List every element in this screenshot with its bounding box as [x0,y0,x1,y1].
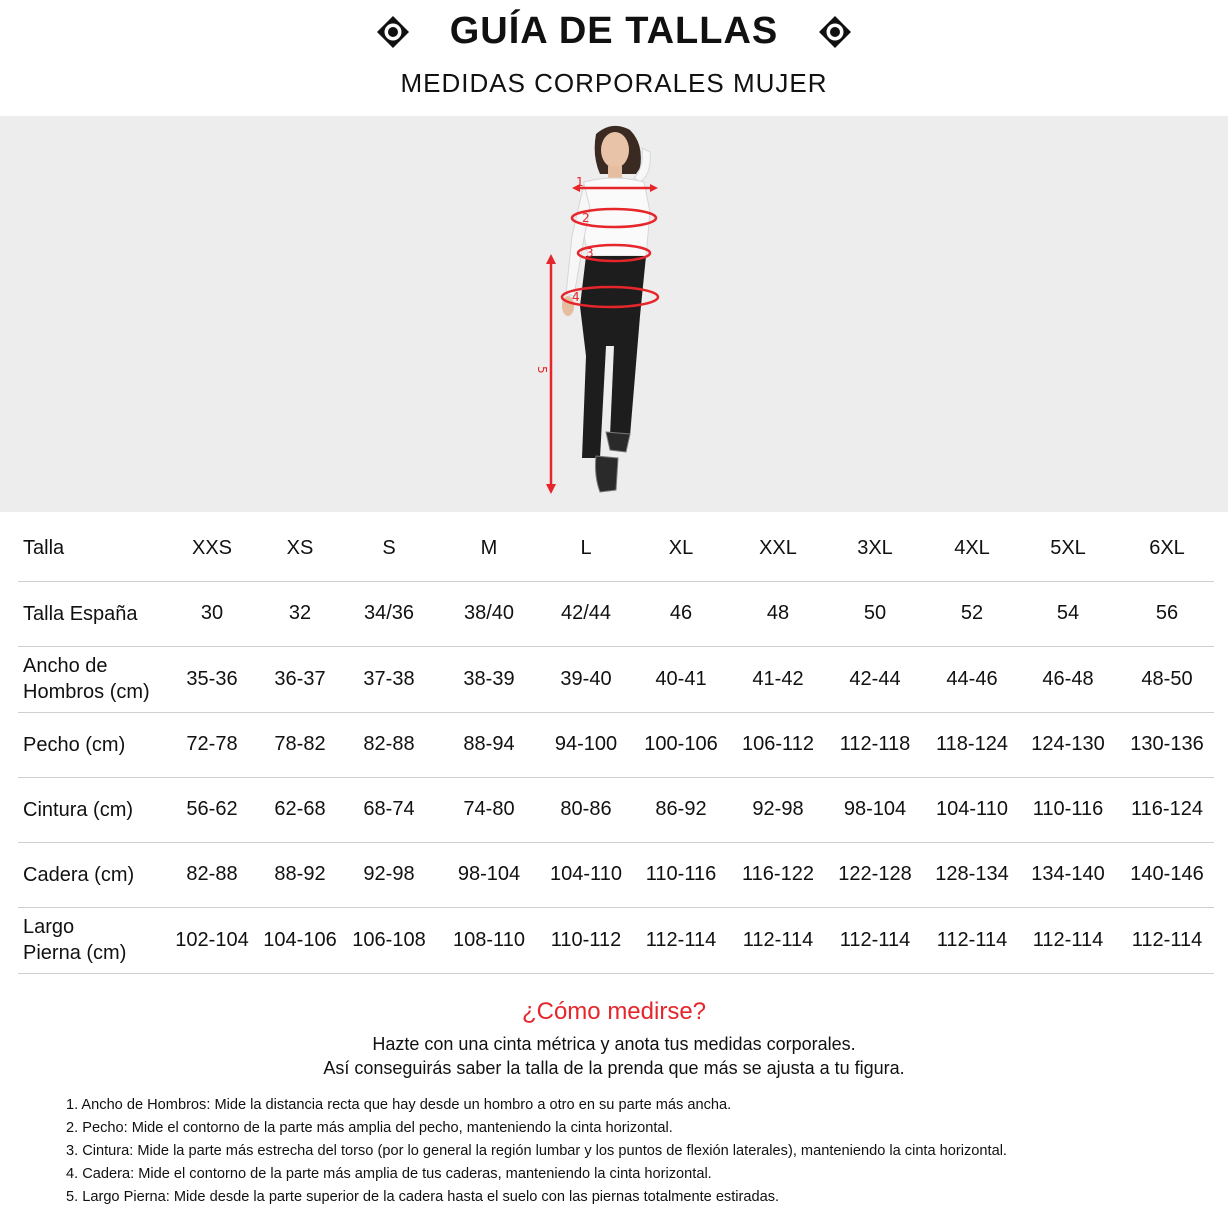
table-cell: 104-106 [256,907,344,973]
table-cell: 48-50 [1120,646,1214,712]
size-table [18,516,1214,974]
table-cell: 110-116 [628,842,734,907]
size-header-cell: XXL [734,516,822,581]
table-cell: 112-114 [1120,907,1214,973]
woman-figure-illustration [0,116,1228,512]
table-cell: 78-82 [256,712,344,777]
page-subtitle: MEDIDAS CORPORALES MUJER [400,68,828,98]
size-header-cell: XS [256,516,344,581]
table-cell: 112-114 [734,907,822,973]
step-shoulders: 1. Ancho de Hombros: Mide la distancia recta que hay desde un hombro a otro en su parte más ancha. [66,1097,732,1113]
table-cell: 106-112 [734,712,822,777]
table-cell: 42-44 [822,646,928,712]
table-row [18,646,1214,712]
table-cell: 46-48 [1016,646,1120,712]
table-cell: 108-110 [434,907,544,973]
table-cell: 46 [628,581,734,646]
table-cell: 48 [734,581,822,646]
row-label-line: Ancho de [23,655,108,677]
row-label-line: Cintura (cm) [23,798,134,821]
table-cell: 82-88 [168,842,256,907]
row-label-line: Hombros (cm) [23,681,150,703]
table-cell: 36-37 [256,646,344,712]
table-cell: 104-110 [544,842,628,907]
table-row [18,907,1214,973]
table-cell: 32 [256,581,344,646]
how-to-title: ¿Cómo medirse? [521,998,707,1025]
table-cell: 122-128 [822,842,928,907]
table-cell: 104-110 [928,777,1016,842]
table-cell: 40-41 [628,646,734,712]
table-cell: 42/44 [544,581,628,646]
page-header [0,0,1228,116]
table-cell: 98-104 [434,842,544,907]
marker-5: 5 [535,366,549,374]
table-cell: 44-46 [928,646,1016,712]
table-cell: 112-114 [1016,907,1120,973]
table-cell: 98-104 [822,777,928,842]
size-header-cell: S [344,516,434,581]
table-cell: 74-80 [434,777,544,842]
table-cell: 62-68 [256,777,344,842]
table-cell: 82-88 [344,712,434,777]
table-cell: 92-98 [344,842,434,907]
size-header-cell: 3XL [822,516,928,581]
table-cell: 88-92 [256,842,344,907]
table-cell: 100-106 [628,712,734,777]
marker-3: 3 [586,246,594,260]
marker-4: 4 [572,290,580,304]
table-row [18,842,1214,907]
measurement-figure [0,116,1228,512]
size-header-cell: XXS [168,516,256,581]
row-label-cell [18,646,168,712]
table-cell: 38/40 [434,581,544,646]
how-to-measure-section [0,998,1228,1080]
table-cell: 41-42 [734,646,822,712]
table-cell: 50 [822,581,928,646]
size-header-cell: 6XL [1120,516,1214,581]
table-cell: 112-114 [628,907,734,973]
row-label-cell [18,777,168,842]
diamond-target-icon [818,15,852,49]
row-label-cell [18,907,168,973]
diamond-target-icon [376,15,410,49]
table-cell: 112-114 [822,907,928,973]
table-cell: 140-146 [1120,842,1214,907]
table-row [18,581,1214,646]
table-cell: 116-124 [1120,777,1214,842]
table-cell: 112-114 [928,907,1016,973]
size-header-cell: XL [628,516,734,581]
row-label-line: Largo [23,916,75,938]
marker-1: 1 [576,175,584,189]
step-waist: 3. Cintura: Mide la parte más estrecha del torso (por lo general la región lumbar y los puntos de flexión laterales), manteniendo la cinta horizontal. [66,1143,1007,1159]
how-to-intro-line: Hazte con una cinta métrica y anota tus medidas corporales. [372,1034,856,1054]
measurement-steps-list [66,1094,1007,1209]
table-cell: 34/36 [344,581,434,646]
table-cell: 110-116 [1016,777,1120,842]
table-cell: 128-134 [928,842,1016,907]
table-row [18,777,1214,842]
page-title: GUÍA DE TALLAS [449,10,779,52]
table-cell: 56 [1120,581,1214,646]
title-row [0,10,1228,53]
table-cell: 102-104 [168,907,256,973]
step-hips: 4. Cadera: Mide el contorno de la parte más amplia de tus caderas, manteniendo la cinta horizontal. [66,1166,712,1182]
table-cell: 134-140 [1016,842,1120,907]
header-label-cell: Talla [18,516,168,581]
step-leg-length: 5. Largo Pierna: Mide desde la parte superior de la cadera hasta el suelo con las piernas totalmente estiradas. [66,1189,780,1205]
table-header-row [18,516,1214,581]
table-cell: 39-40 [544,646,628,712]
size-header-cell: 4XL [928,516,1016,581]
row-label-cell [18,581,168,646]
table-cell: 118-124 [928,712,1016,777]
table-cell: 72-78 [168,712,256,777]
marker-2: 2 [582,211,590,225]
row-label-cell [18,712,168,777]
size-table-grid [18,516,1214,974]
table-cell: 80-86 [544,777,628,842]
how-to-intro [0,1032,1228,1080]
row-label-line: Talla España [23,602,138,625]
row-label-line: Cadera (cm) [23,863,135,886]
table-cell: 86-92 [628,777,734,842]
table-cell: 30 [168,581,256,646]
row-label-line: Pierna (cm) [23,942,127,964]
table-cell: 110-112 [544,907,628,973]
table-cell: 35-36 [168,646,256,712]
table-cell: 124-130 [1016,712,1120,777]
table-cell: 130-136 [1120,712,1214,777]
size-header-cell: L [544,516,628,581]
size-header-cell: 5XL [1016,516,1120,581]
step-chest: 2. Pecho: Mide el contorno de la parte más amplia del pecho, manteniendo la cinta horizontal. [66,1120,673,1136]
table-row [18,712,1214,777]
table-cell: 68-74 [344,777,434,842]
table-cell: 88-94 [434,712,544,777]
row-label-cell [18,842,168,907]
table-cell: 106-108 [344,907,434,973]
table-cell: 37-38 [344,646,434,712]
table-cell: 94-100 [544,712,628,777]
table-cell: 52 [928,581,1016,646]
size-header-cell: M [434,516,544,581]
table-cell: 38-39 [434,646,544,712]
how-to-intro-line: Así conseguirás saber la talla de la prenda que más se ajusta a tu figura. [323,1058,905,1078]
table-cell: 92-98 [734,777,822,842]
table-cell: 112-118 [822,712,928,777]
row-label-line: Pecho (cm) [23,733,126,756]
table-cell: 54 [1016,581,1120,646]
table-cell: 56-62 [168,777,256,842]
table-cell: 116-122 [734,842,822,907]
